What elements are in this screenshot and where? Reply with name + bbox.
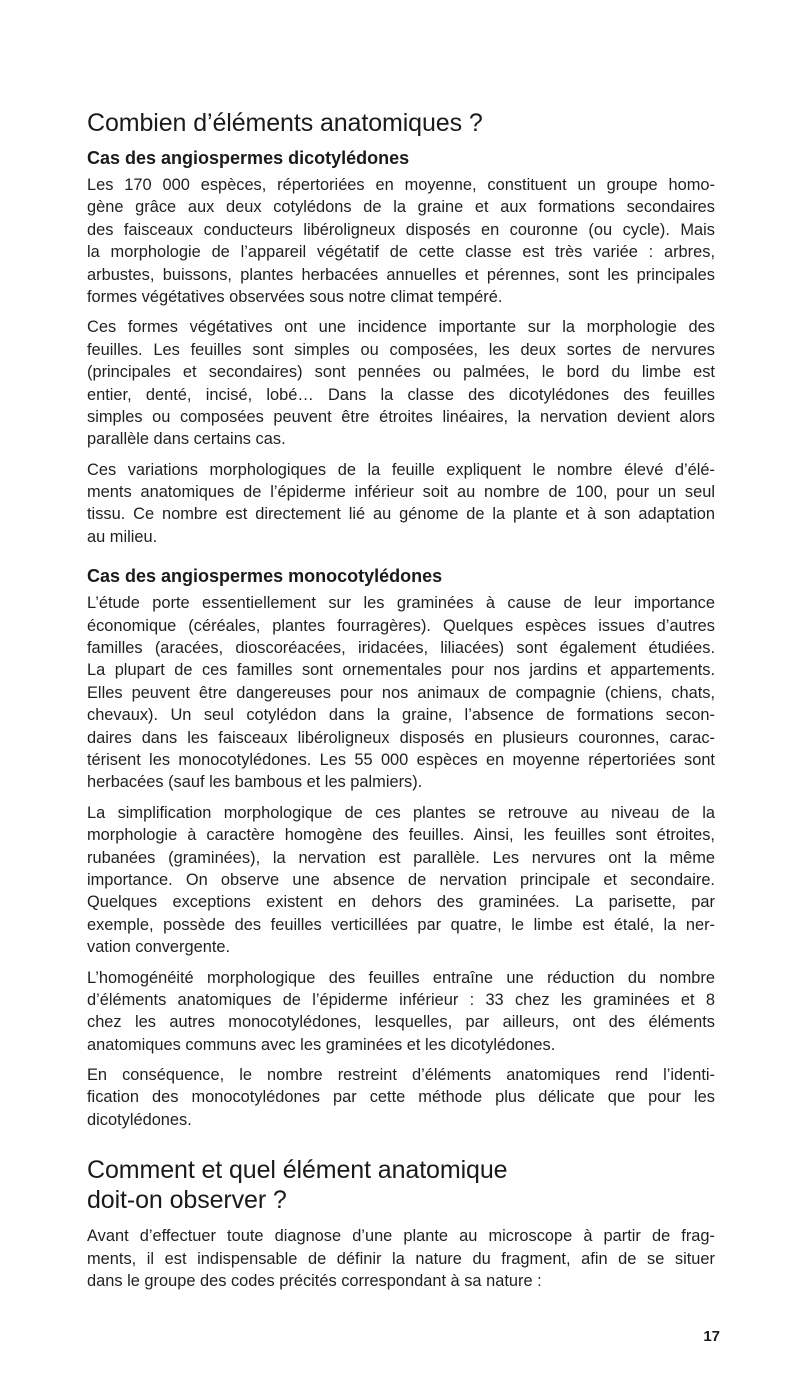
text-line: Quelques exceptions existent en dehors des graminées. La parisette, par: [87, 893, 715, 912]
subsection-heading-monocotyledons: Cas des angiospermes monocotylédones: [87, 566, 443, 587]
text-line: L’étude porte essentiellement sur les graminées à cause de leur importance: [87, 594, 715, 613]
text-line: chez les autres monocotylédones, lesquelles, par ailleurs, ont des éléments: [87, 1013, 715, 1032]
text-line: gène grâce aux deux cotylédons de la graine et aux formations secondaires: [87, 198, 715, 217]
text-line: ments anatomiques de l’épiderme inférieur soit au nombre de 100, pour un seul: [87, 483, 715, 502]
paragraph-diagnosis-intro: [87, 1225, 715, 1292]
text-line: dans le groupe des codes précités correspondant à sa nature :: [87, 1272, 542, 1291]
paragraph-monocot-study: [87, 592, 715, 794]
text-line: économique (céréales, plantes fourragères). Quelques espèces issues d’autres: [87, 616, 715, 635]
text-line: des faisceaux conducteurs libéroligneux disposés en couronne (ou cycle). Mais: [87, 220, 715, 239]
text-line: importance. On observe une absence de nervation principale et secondaire.: [87, 870, 715, 889]
text-line: La plupart de ces familles sont ornementales pour nos jardins et appartements.: [87, 661, 715, 680]
text-line: formes végétatives observées sous notre climat tempéré.: [87, 287, 503, 306]
text-line: fication des monocotylédones par cette méthode plus délicate que pour les: [87, 1088, 715, 1107]
text-line: arbustes, buissons, plantes herbacées annuelles et pérennes, sont les principales: [87, 265, 715, 284]
text-line: térisent les monocotylédones. Les 55 000 espèces en moyenne répertoriées sont: [87, 750, 715, 769]
text-line: ments, il est indispensable de définir la nature du fragment, afin de se situer: [87, 1249, 715, 1268]
text-line: anatomiques communs avec les graminées et les dicotylédones.: [87, 1035, 556, 1054]
text-line: dicotylédones.: [87, 1110, 192, 1129]
text-line: Ces formes végétatives ont une incidence importante sur la morphologie des: [87, 318, 715, 337]
section-heading-element-count: Combien d’éléments anatomiques ?: [87, 109, 483, 137]
text-line: Elles peuvent être dangereuses pour nos animaux de compagnie (chiens, chats,: [87, 683, 715, 702]
text-line: rubanées (graminées), la nervation est parallèle. Les nervures ont la même: [87, 848, 715, 867]
paragraph-monocot-conclusion: [87, 1064, 715, 1131]
text-line: familles (aracées, dioscoréacées, iridacées, liliacées) sont également étudiées.: [87, 639, 715, 658]
heading-line: Comment et quel élément anatomique: [87, 1156, 508, 1185]
text-line: exemple, possède des feuilles verticillées par quatre, le limbe est étalé, la ner-: [87, 915, 715, 934]
page-number: 17: [703, 1328, 720, 1345]
text-line: parallèle dans certains cas.: [87, 430, 286, 449]
text-line: (principales et secondaires) sont pennées ou palmées, le bord du limbe est: [87, 363, 715, 382]
subsection-heading-dicotyledons: Cas des angiospermes dicotylédones: [87, 148, 410, 168]
text-line: d’éléments anatomiques de l’épiderme inférieur : 33 chez les graminées et 8: [87, 990, 715, 1009]
text-line: daires dans les faisceaux libéroligneux disposés en plusieurs couronnes, carac-: [87, 728, 715, 747]
text-line: Les 170 000 espèces, répertoriées en moyenne, constituent un groupe homo-: [87, 176, 715, 194]
paragraph-dicot-leaf-forms: [87, 316, 715, 450]
text-line: L’homogénéité morphologique des feuilles entraîne une réduction du nombre: [87, 968, 715, 987]
paragraph-monocot-homogeneity: [87, 967, 715, 1057]
text-line: feuilles. Les feuilles sont simples ou composées, les deux sortes de nervures: [87, 340, 715, 359]
text-line: La simplification morphologique de ces plantes se retrouve au niveau de la: [87, 803, 715, 822]
page-body: [87, 108, 715, 1300]
text-line: Ces variations morphologiques de la feuille expliquent le nombre élevé d’élé-: [87, 460, 715, 479]
text-line: chevaux). Un seul cotylédon dans la graine, l’absence de formations secon-: [87, 706, 715, 725]
paragraph-monocot-simplification: [87, 802, 715, 959]
text-line: au milieu.: [87, 527, 158, 546]
paragraph-dicot-species: [87, 174, 715, 308]
text-line: vation convergente.: [87, 938, 231, 957]
text-line: morphologie à caractère homogène des feuilles. Ainsi, les feuilles sont étroites,: [87, 826, 715, 845]
text-line: entier, denté, incisé, lobé… Dans la classe des dicotylédones des feuilles: [87, 385, 715, 404]
text-line: la morphologie de l’appareil végétatif de cette classe est très variée : arbres,: [87, 243, 715, 262]
text-line: herbacées (sauf les bambous et les palmiers).: [87, 773, 423, 792]
text-line: simples ou composées peuvent être étroites linéaires, la nervation devient alors: [87, 407, 715, 426]
text-line: tissu. Ce nombre est directement lié au génome de la plante et à son adaptation: [87, 505, 715, 524]
text-line: En conséquence, le nombre restreint d’éléments anatomiques rend l’identi-: [87, 1066, 715, 1085]
text-line: Avant d’effectuer toute diagnose d’une plante au microscope à partir de frag-: [87, 1227, 715, 1246]
heading-line: doit-on observer ?: [87, 1186, 287, 1215]
section-heading-how-to-observe: [87, 1155, 715, 1215]
paragraph-dicot-element-count: [87, 459, 715, 549]
